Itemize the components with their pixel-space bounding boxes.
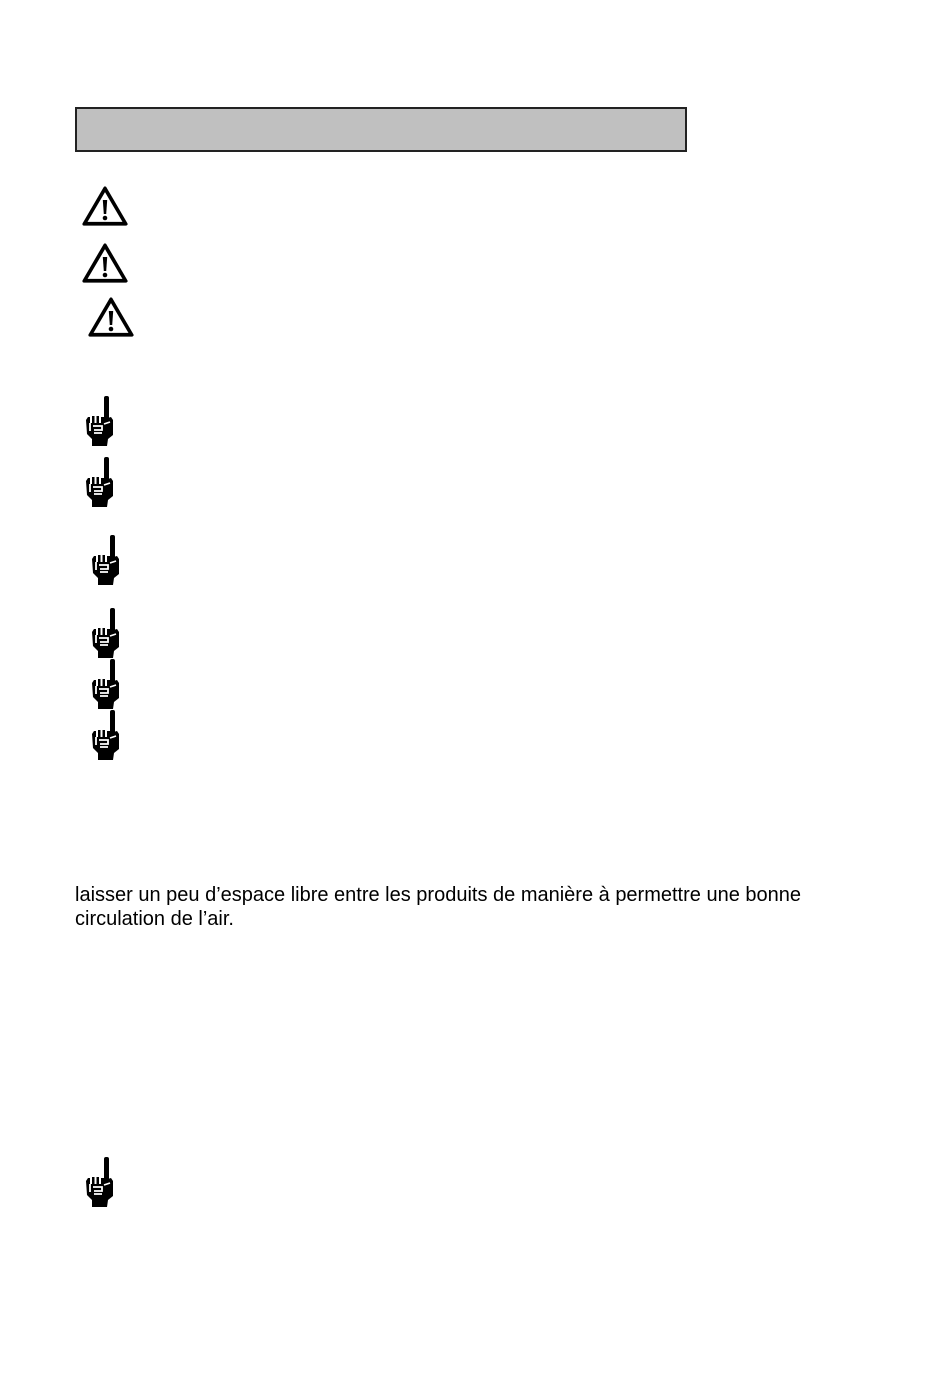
- warning-triangle-icon: [87, 296, 135, 338]
- section-header-bar: [75, 107, 687, 152]
- body-paragraph: laisser un peu d’espace libre entre les produits de manière à permettre une bonne circulation de l’air.: [75, 884, 801, 930]
- pointing-hand-icon: [86, 658, 126, 710]
- warning-triangle-icon: [81, 185, 129, 227]
- pointing-hand-icon: [80, 395, 120, 447]
- pointing-hand-icon: [86, 534, 126, 586]
- pointing-hand-icon: [80, 1156, 120, 1208]
- warning-triangle-icon: [81, 242, 129, 284]
- pointing-hand-icon: [80, 456, 120, 508]
- pointing-hand-icon: [86, 709, 126, 761]
- pointing-hand-icon: [86, 607, 126, 659]
